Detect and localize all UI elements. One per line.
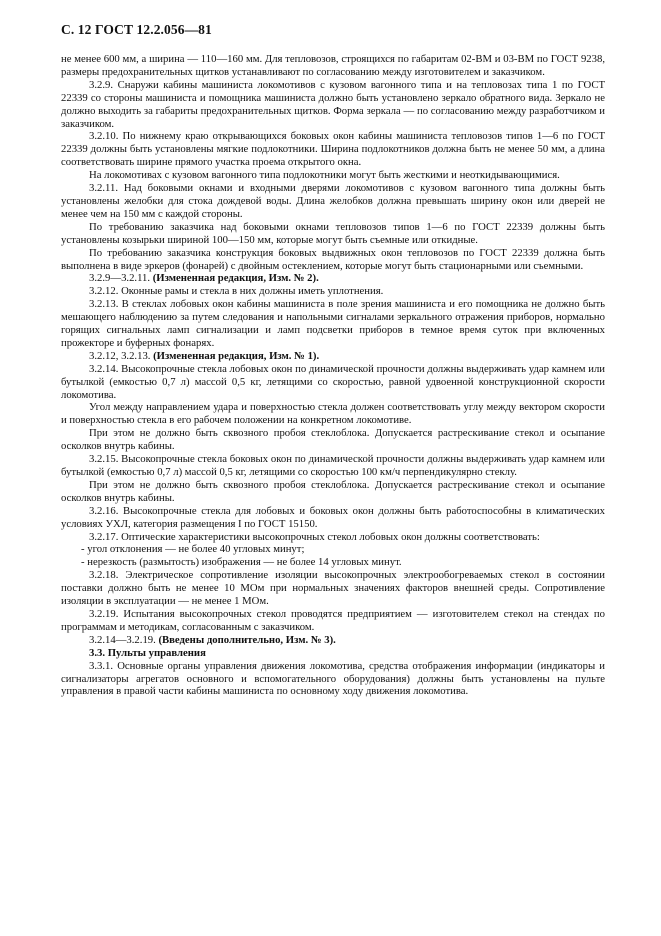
paragraph-text: 3.2.19. Испытания высокопрочных стекол проводятся предприятием — изготовителем стекол на стендах по программам и методикам, согласованным с заказчиком. bbox=[61, 607, 605, 633]
paragraph bbox=[61, 53, 605, 79]
paragraph-text: 3.2.18. Электрическое сопротивление изоляции высокопрочных электрообогреваемых стекол в состоянии поставки должно быть не менее 10 МОм при нормальных значениях факторов внешней среды. Сопротивление изоляции в эксплуатации — не менее 1 МОм. bbox=[61, 569, 605, 608]
document-body bbox=[61, 53, 605, 698]
paragraph-text: 3.2.14—3.2.19. bbox=[89, 633, 159, 646]
paragraph-text: 3.2.9. Снаружи кабины машиниста локомотивов с кузовом вагонного типа и на тепловозах типа 1 по ГОСТ 22339 со стороны машиниста и помощника машиниста должно быть установлено зеркало обратного вида. Зеркало не должно выходить за габариты предохранительных щитков. Форма зеркала — по согласованию между разработчиком и заказчиком. bbox=[61, 78, 605, 130]
paragraph-text: 3.2.11. Над боковыми окнами и входными дверями локомотивов с кузовом вагонного типа должны быть установлены желобки для стока дождевой воды. Длина желобков должна превышать ширину окон или дверей не менее чем на 150 мм с каждой стороны. bbox=[61, 182, 605, 220]
paragraph-text: По требованию заказчика конструкция боковых выдвижных окон тепловозов по ГОСТ 22339 должна быть выполнена в виде эркеров (фонарей) с двойным остеклением, которые могут быть стационарными или съемными. bbox=[61, 246, 605, 272]
paragraph-text: - нерезкость (размытость) изображения — не более 14 угловых минут. bbox=[81, 556, 402, 569]
paragraph-text: 3.2.15. Высокопрочные стекла боковых окон по динамической прочности должны выдерживать удар камнем или бутылкой (емкостью 0,7 л) массой 0,5 кг, летящими со скоростью 100 км/ч перпендикулярно стеклу. bbox=[61, 453, 605, 478]
paragraph-text: 3.3. Пульты управления bbox=[89, 646, 206, 659]
paragraph-text: Угол между направлением удара и поверхностью стекла должен соответствовать углу между вектором скорости и поверхностью стекла в его рабочем положении на конкретном локомотиве. bbox=[61, 401, 605, 427]
paragraph-text: - угол отклонения — не более 40 угловых минут; bbox=[81, 543, 305, 556]
paragraph bbox=[61, 221, 605, 247]
paragraph bbox=[61, 479, 605, 505]
paragraph-text: 3.2.12. Оконные рамы и стекла в них должны иметь уплотнения. bbox=[89, 285, 384, 298]
paragraph-text: При этом не должно быть сквозного пробоя стеклоблока. Допускается растрескивание стекол и осыпание осколков внутрь кабины. bbox=[61, 478, 605, 504]
amendment-reference: (Измененная редакция, Изм. № 2). bbox=[152, 272, 319, 285]
paragraph bbox=[61, 427, 605, 453]
paragraph bbox=[61, 401, 605, 427]
paragraph-text: 3.2.17. Оптические характеристики высокопрочных стекол лобовых окон должны соответствовать: bbox=[89, 530, 540, 543]
paragraph-text: не менее 600 мм, а ширина — 110—160 мм. Для тепловозов, строящихся по габаритам 02-ВМ и 03-ВМ по ГОСТ 9238, размеры предохранительных щитков устанавливают по согласованию между изготовителем и заказчиком. bbox=[61, 53, 605, 78]
paragraph bbox=[61, 79, 605, 131]
paragraph-text: 3.2.12, 3.2.13. bbox=[89, 349, 154, 362]
paragraph bbox=[61, 169, 605, 182]
paragraph bbox=[61, 363, 605, 402]
paragraph bbox=[61, 660, 605, 699]
paragraph-text: На локомотивах с кузовом вагонного типа подлокотники могут быть жесткими и неоткидывающимися. bbox=[89, 169, 560, 182]
paragraph bbox=[61, 634, 605, 647]
paragraph bbox=[61, 505, 605, 531]
paragraph-text: При этом не должно быть сквозного пробоя стеклоблока. Допускается растрескивание стекол и осыпание осколков внутрь кабины. bbox=[61, 427, 605, 453]
paragraph bbox=[61, 182, 605, 221]
list-item bbox=[61, 556, 605, 569]
paragraph bbox=[61, 531, 605, 544]
paragraph bbox=[61, 569, 605, 608]
paragraph-text: 3.3.1. Основные органы управления движения локомотива, средства отображения информации (индикаторы и сигнализаторы агрегатов основного и вспомогательного оборудования) должны быть установлены на пульте управления в правой части кабины машиниста по основному ходу движения локомотива. bbox=[61, 659, 605, 698]
paragraph-text: 3.2.13. В стеклах лобовых окон кабины машиниста в поле зрения машиниста и его помощника не должно быть мешающего наблюдению за путем следования и напольными сигналами зеркального отражения приборов, нормально горящих сигнальных ламп сигнализации и ламп подсветки приборов в темное время суток при включенных прожекторе и буферных фонарях. bbox=[61, 298, 605, 349]
paragraph-text: 3.2.16. Высокопрочные стекла для лобовых и боковых окон должны быть работоспособны в климатических условиях УХЛ, категория размещения I по ГОСТ 15150. bbox=[61, 504, 605, 530]
list-item bbox=[61, 543, 605, 556]
paragraph bbox=[61, 130, 605, 169]
page-header: С. 12 ГОСТ 12.2.056—81 bbox=[61, 22, 212, 37]
amendment-reference: (Измененная редакция, Изм. № 1). bbox=[153, 349, 320, 362]
paragraph-text: 3.2.10. По нижнему краю открывающихся боковых окон кабины машиниста тепловозов типов 1—6 по ГОСТ 22339 должны быть установлены мягкие подлокотники. Ширина подлокотников должна быть не менее 50 мм, а длина соответствовать ширине прямого участка проема открытого окна. bbox=[61, 130, 605, 169]
paragraph-text: По требованию заказчика над боковыми окнами тепловозов типов 1—6 по ГОСТ 22339 должны быть установлены козырьки шириной 100—150 мм, которые могут быть съемные или откидные. bbox=[61, 220, 605, 246]
paragraph bbox=[61, 608, 605, 634]
paragraph bbox=[61, 350, 605, 363]
paragraph-text: 3.2.9—3.2.11. bbox=[89, 272, 153, 285]
paragraph bbox=[61, 298, 605, 350]
paragraph bbox=[61, 453, 605, 479]
paragraph bbox=[61, 285, 605, 298]
paragraph-text: 3.2.14. Высокопрочные стекла лобовых окон по динамической прочности должны выдерживать удар камнем или бутылкой (емкостью 0,7 л) массой 0,5 кг, летящими со скоростью, равной удвоенной конструкционной скорости локомотива. bbox=[61, 362, 605, 401]
section-heading bbox=[61, 647, 605, 660]
paragraph bbox=[61, 247, 605, 273]
amendment-reference: (Введены дополнительно, Изм. № 3). bbox=[158, 633, 336, 646]
paragraph bbox=[61, 272, 605, 285]
